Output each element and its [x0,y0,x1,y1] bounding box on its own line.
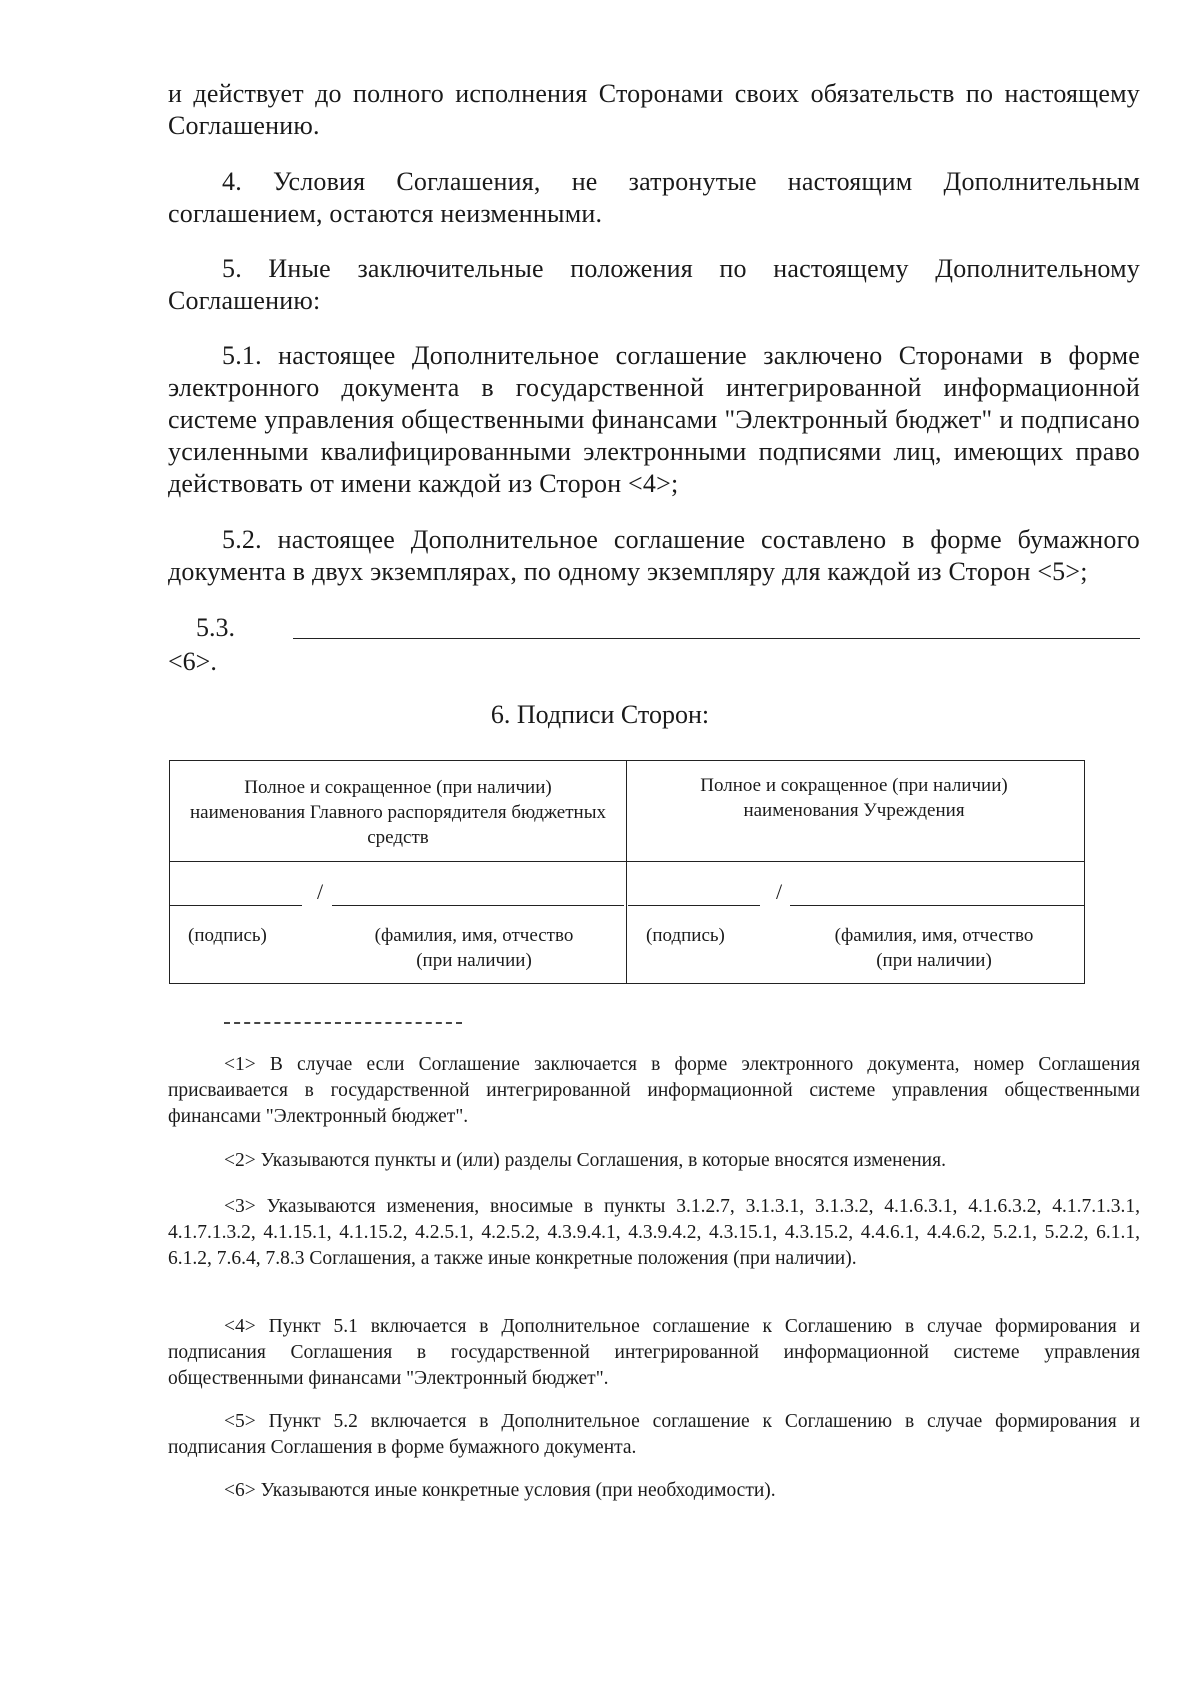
footnote-1-text: <1> В случае если Соглашение заключается в форме электронного документа, номер Соглашения присваивается в государственной интегрированной информационной системе управления общественными финансами "Электронный бюджет". [168,1054,1140,1127]
right-party-header: Полное и сокращенное (при наличии) наименования Учреждения [700,775,1008,821]
item-4-paragraph: 4. Условия Соглашения, не затронутые настоящим Дополнительным соглашением, остаются неизменными. [168,167,1140,228]
right-name-label: (фамилия, имя, отчество (при наличии) [834,925,1034,971]
footnote-1 [168,1052,1140,1130]
item-5-3-reference: <6>. [168,647,217,676]
item-5-3-blank-line [293,638,1140,639]
item-5-2-paragraph: 5.2. настоящее Дополнительное соглашение составлено в форме бумажного документа в двух экземплярах, по одному экземпляру для каждой из Сторон <5>; [168,525,1140,586]
right-slash: / [776,879,783,904]
footnote-3 [168,1194,1140,1272]
footnote-6 [168,1478,1140,1504]
left-signature-line [170,905,302,906]
item-5-3-number: 5.3. [196,613,235,642]
footnote-4-text: <4> Пункт 5.1 включается в Дополнительное соглашение к Соглашению в случае формирования и подписания Соглашения в государственной интегрированной информационной системе управления общественными финансами "Электронный бюджет". [168,1316,1140,1389]
left-signature-label: (подпись) [188,925,267,946]
footnote-5 [168,1409,1140,1461]
left-name-label: (фамилия, имя, отчество (при наличии) [374,925,574,971]
item-5-paragraph: 5. Иные заключительные положения по настоящему Дополнительному Соглашению: [168,254,1140,315]
table-horizontal-divider [170,861,1084,862]
item-5-1-paragraph: 5.1. настоящее Дополнительное соглашение заключено Сторонами в форме электронного документа в государственной интегрированной информационной системе управления общественными финансами "Электронный бюджет" и подписано усиленными квалифицированными электронными подписями лиц, имеющих право действовать от имени каждой из Сторон <4>; [168,341,1140,498]
footnote-6-text: <6> Указываются иные конкретные условия (при необходимости). [224,1480,776,1501]
table-vertical-divider [626,761,627,983]
left-name-line [332,905,624,906]
left-party-header: Полное и сокращенное (при наличии) наименования Главного распорядителя бюджетных средств [190,777,606,848]
right-name-line [790,905,1084,906]
footnote-3-text: <3> Указываются изменения, вносимые в пункты 3.1.2.7, 3.1.3.1, 3.1.3.2, 4.1.6.3.1, 4.1.6.3.2, 4.1.7.1.3.1, 4.1.7.1.3.2, 4.1.15.1, 4.1.15.2, 4.2.5.1, 4.2.5.2, 4.3.9.4.1, 4.3.9.4.2, 4.3.15.1, 4.3.15.2, 4.4.6.1, 4.4.6.2, 5.2.1, 5.2.2, 6.1.1, 6.1.2, 7.6.4, 7.8.3 Соглашения, а также иные конкретные положения (при наличии). [168,1196,1140,1269]
footnote-4 [168,1314,1140,1392]
right-signature-label: (подпись) [646,925,725,946]
signatures-section-title: 6. Подписи Сторон: [490,700,710,729]
footnote-2 [168,1148,1140,1174]
right-signature-line [628,905,760,906]
footnote-2-text: <2> Указываются пункты и (или) разделы Соглашения, в которые вносятся изменения. [224,1150,946,1171]
footnote-5-text: <5> Пункт 5.2 включается в Дополнительное соглашение к Соглашению в случае формирования и подписания Соглашения в форме бумажного документа. [168,1411,1140,1458]
signatures-table [169,760,1085,984]
left-slash: / [317,879,324,904]
continuation-paragraph: и действует до полного исполнения Сторонами своих обязательств по настоящему Соглашению. [168,79,1140,140]
footnote-separator [224,1022,462,1024]
